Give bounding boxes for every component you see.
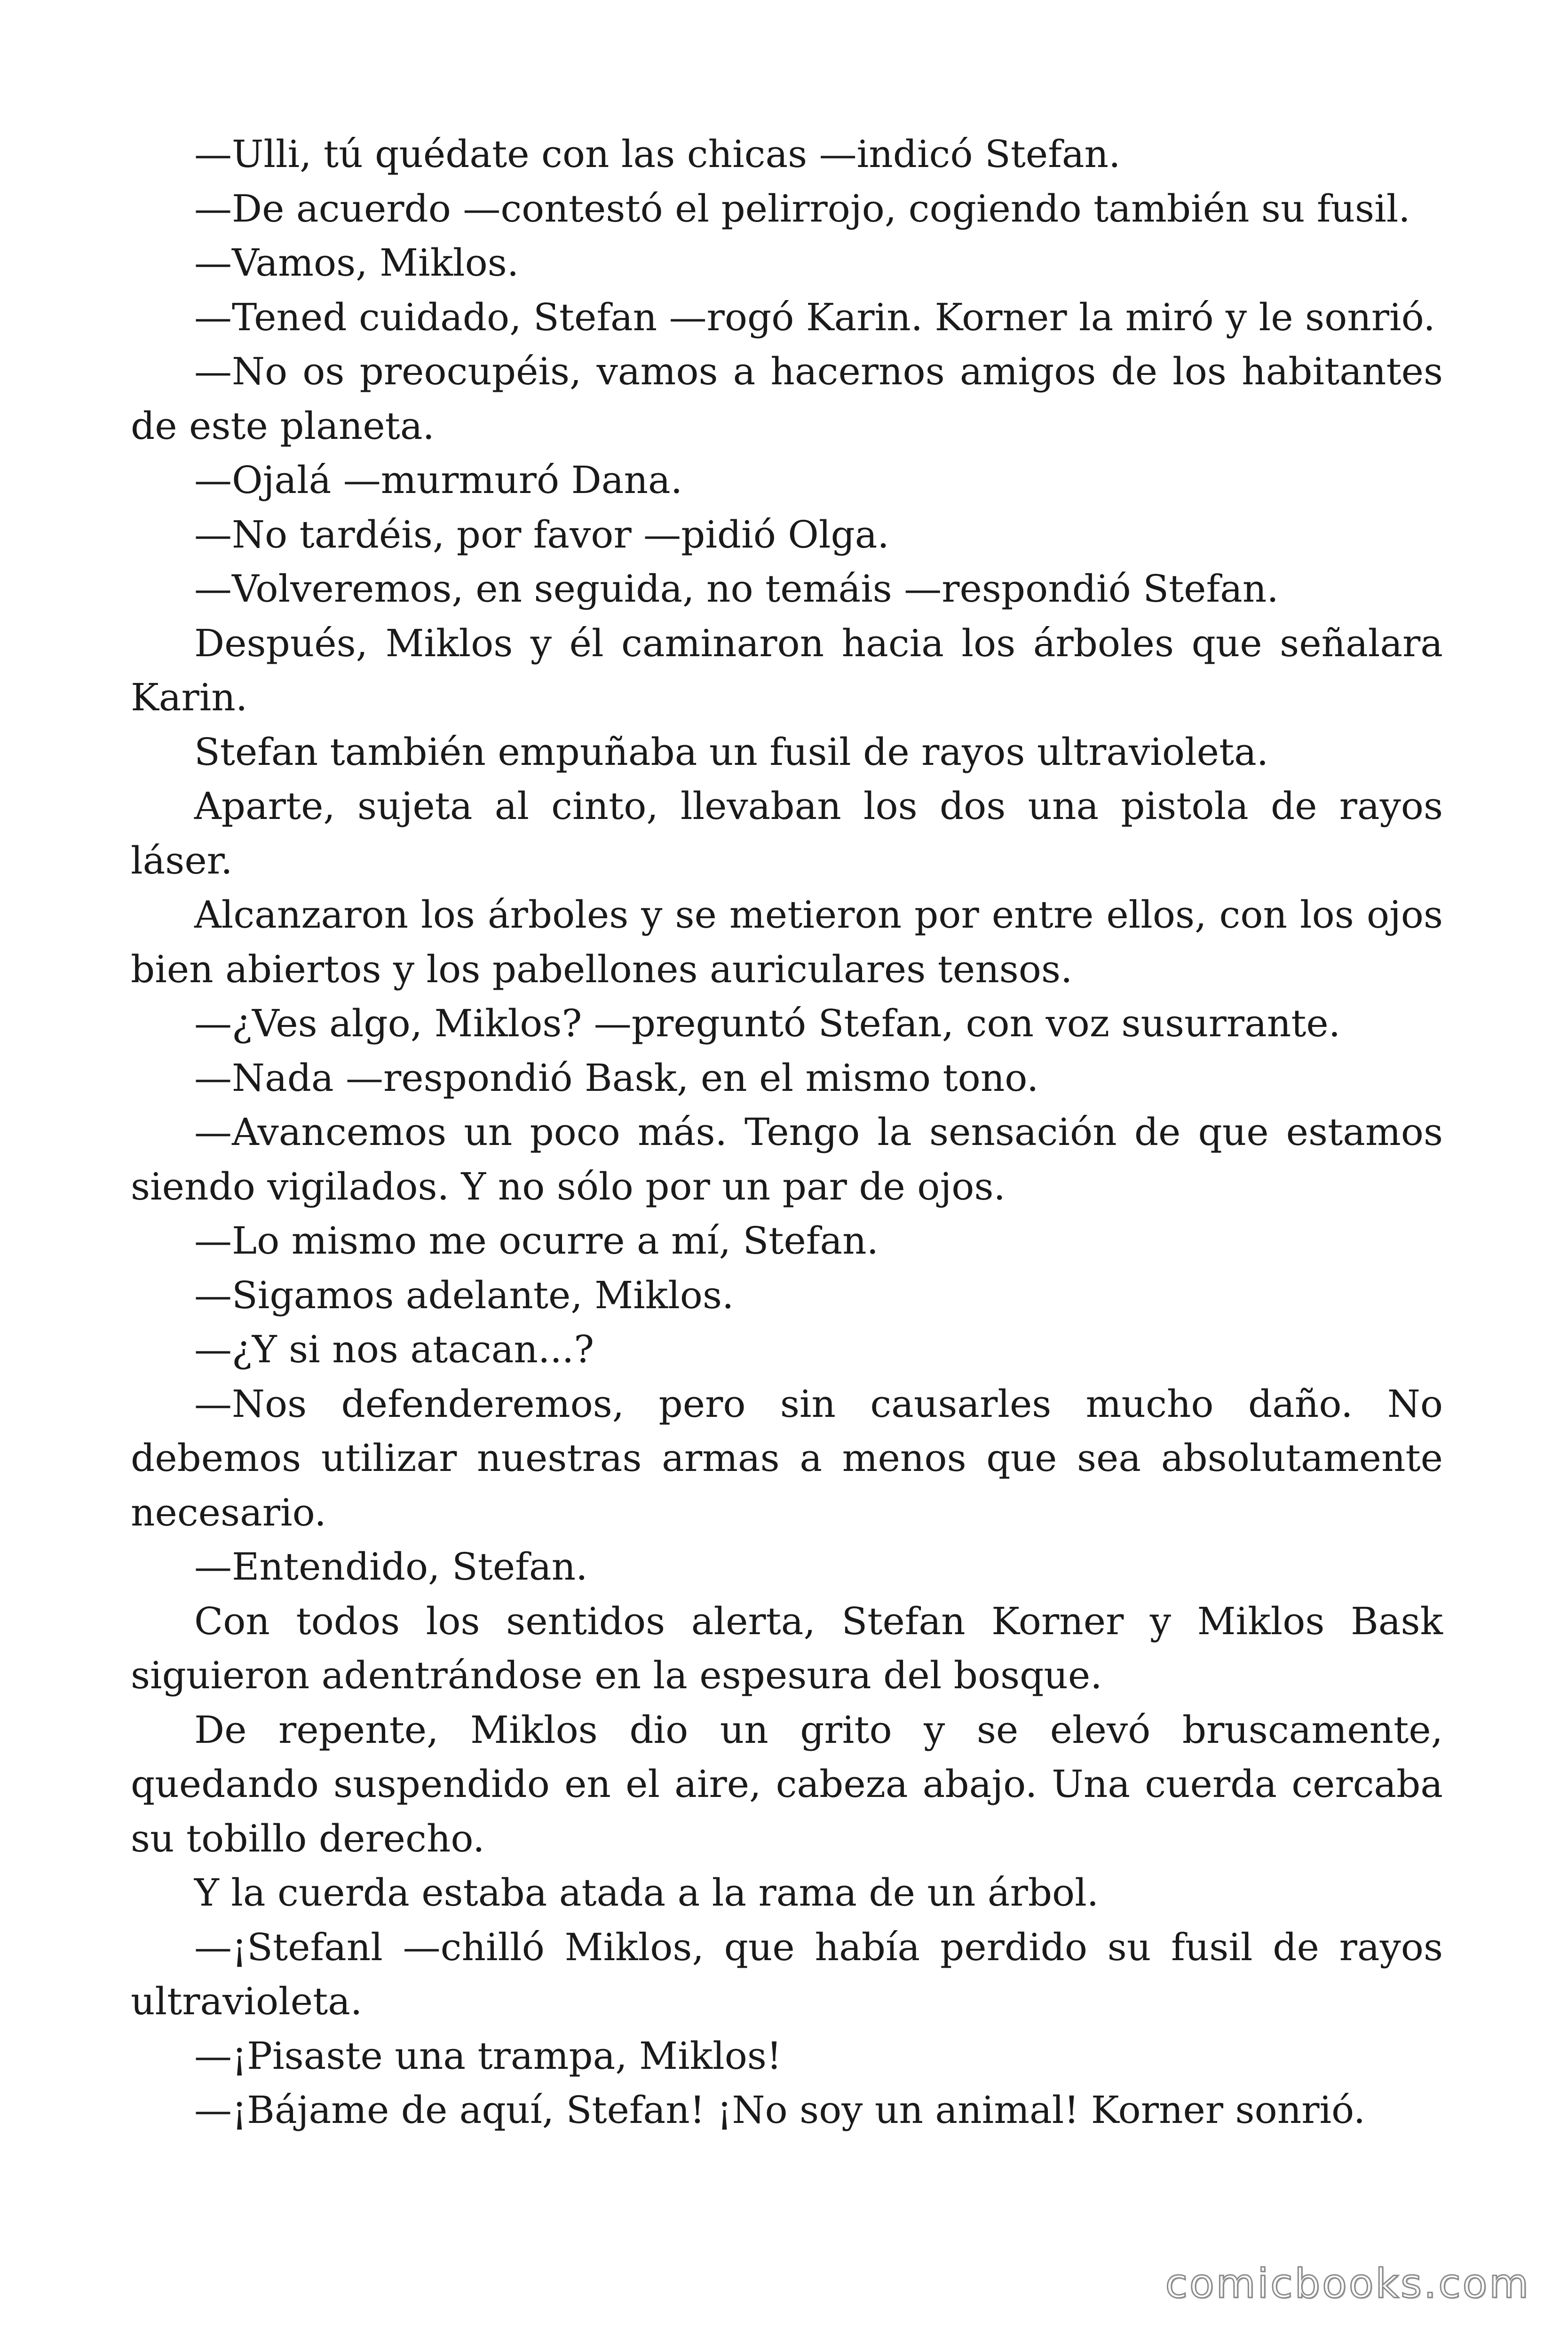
paragraph-8: —Volveremos, en seguida, no temáis —respondió Stefan. (194, 567, 1279, 611)
paragraph-19: —Nos defenderemos, pero sin causarles mucho daño. No debemos utilizar nuestras armas a menos que sea absolutamente necesario. (131, 1382, 1443, 1534)
paragraph-16: —Lo mismo me ocurre a mí, Stefan. (194, 1219, 879, 1263)
paragraph-9: Después, Miklos y él caminaron hacia los árboles que señalara Karin. (131, 621, 1443, 719)
paragraph-11: Aparte, sujeta al cinto, llevaban los dos una pistola de rayos láser. (131, 784, 1443, 882)
paragraph-25: —¡Pisaste una trampa, Miklos! (194, 2034, 782, 2078)
paragraph-15: —Avancemos un poco más. Tengo la sensación de que estamos siendo vigilados. Y no sólo por un par de ojos. (131, 1110, 1443, 1208)
paragraph-24: —¡Stefanl —chilló Miklos, que había perdido su fusil de rayos ultravioleta. (131, 1925, 1443, 2023)
book-page-text (131, 127, 1443, 2137)
watermark: comicbooks.com (1165, 2260, 1530, 2307)
paragraph-17: —Sigamos adelante, Miklos. (194, 1273, 734, 1317)
paragraph-21: Con todos los sentidos alerta, Stefan Korner y Miklos Bask siguieron adentrándose en la espesura del bosque. (131, 1599, 1443, 1697)
paragraph-1: —Ulli, tú quédate con las chicas —indicó Stefan. (194, 132, 1121, 176)
paragraph-5: —No os preocupéis, vamos a hacernos amigos de los habitantes de este planeta. (131, 350, 1443, 448)
paragraph-20: —Entendido, Stefan. (194, 1545, 588, 1589)
paragraph-7: —No tardéis, por favor —pidió Olga. (194, 512, 889, 556)
paragraph-10: Stefan también empuñaba un fusil de rayos ultravioleta. (194, 730, 1269, 774)
paragraph-6: —Ojalá —murmuró Dana. (194, 458, 683, 502)
paragraph-26: —¡Bájame de aquí, Stefan! ¡No soy un animal! Korner sonrió. (194, 2088, 1366, 2132)
paragraph-23: Y la cuerda estaba atada a la rama de un árbol. (194, 1871, 1099, 1915)
paragraph-14: —Nada —respondió Bask, en el mismo tono. (194, 1056, 1039, 1100)
paragraph-13: —¿Ves algo, Miklos? —preguntó Stefan, con voz susurrante. (194, 1001, 1341, 1045)
paragraph-12: Alcanzaron los árboles y se metieron por entre ellos, con los ojos bien abiertos y los pabellones auriculares tensos. (131, 893, 1443, 991)
paragraph-18: —¿Y si nos atacan...? (194, 1327, 594, 1371)
paragraph-4: —Tened cuidado, Stefan —rogó Karin. Korner la miró y le sonrió. (194, 295, 1435, 339)
paragraph-2: —De acuerdo —contestó el pelirrojo, cogiendo también su fusil. (194, 186, 1410, 230)
paragraph-3: —Vamos, Miklos. (194, 241, 519, 285)
paragraph-22: De repente, Miklos dio un grito y se elevó bruscamente, quedando suspendido en el aire, cabeza abajo. Una cuerda cercaba su tobillo derecho. (131, 1708, 1443, 1860)
